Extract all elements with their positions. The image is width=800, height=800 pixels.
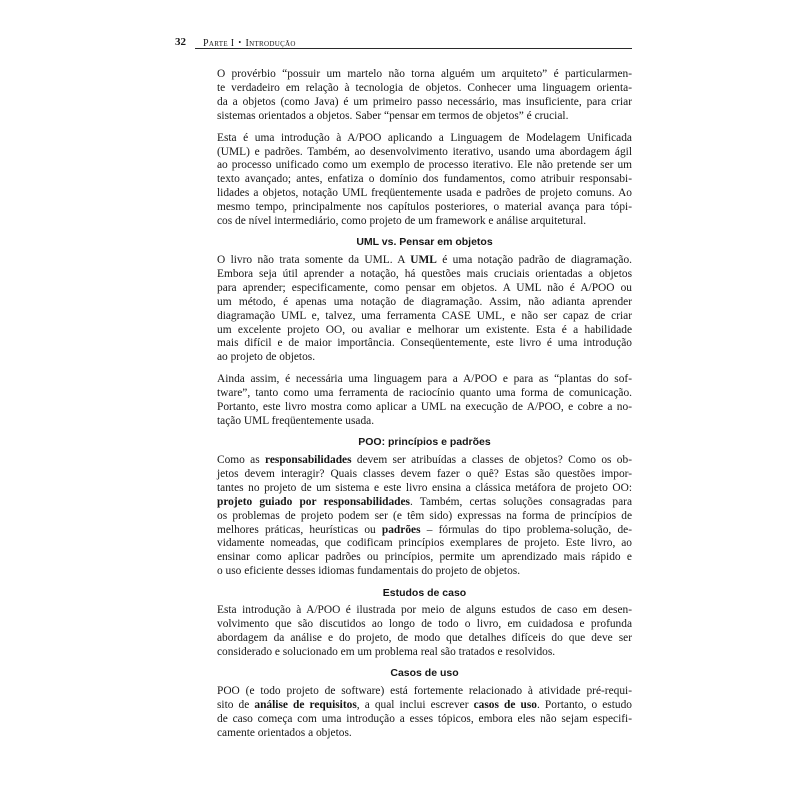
line-text [217,496,632,510]
text-line [217,699,632,713]
line-text: sistemas orientados a objetos. Saber “pensar em termos de objetos” é crucial. [217,109,569,122]
text-line [217,268,632,282]
line-text [217,454,632,468]
header-rule [195,48,632,49]
section-heading: POO: princípios e padrões [358,436,491,449]
text-segment: Como as [217,454,266,467]
text-line [217,296,632,310]
text-line [217,215,632,229]
text-segment: . Também, certas soluções consagradas para [410,495,632,508]
text-line [217,187,632,201]
line-text: camente orientados a objetos. [217,726,352,739]
text-line [217,604,632,618]
running-head-chapter: Introdução [245,38,296,49]
text-segment: O livro não trata somente da UML. A [217,254,411,267]
line-text: Portanto, este livro mostra como aplicar a UML na execução de A/POO, e cobre a no- [217,401,632,414]
text-line [217,201,632,215]
text-line [217,524,632,538]
line-text: ao projeto de objetos. [217,351,316,364]
paragraph [217,604,632,660]
line-text: ao processo unificado como um exemplo de processo iterativo. Ele não pretende ser um [217,159,632,172]
bold-term: UML [410,254,437,267]
line-text: lidades a objetos, notação UML freqüentemente usada e padrões de projeto comuns. Ao [217,187,632,200]
text-line [217,618,632,632]
text-line [217,401,632,415]
text-line [217,146,632,160]
text-line [217,337,632,351]
bold-term: projeto guiado por responsabilidades [217,495,410,508]
text-line [217,254,632,268]
line-text: O provérbio “possuir um martelo não torna alguém um arquiteto” é particularmen- [217,68,632,80]
text-line [217,282,632,296]
text-segment: devem ser atribuídas a classes de objetos? Como os ob- [351,454,632,467]
text-line [217,324,632,338]
text-line [217,565,632,579]
text-line [217,173,632,187]
line-text: texto avançado; antes, enfatiza o domínio dos fundamentos, como atribuir responsabi- [217,173,632,186]
text-segment: é uma notação padrão de diagramação. [436,254,632,267]
section-heading: Casos de uso [390,667,459,680]
line-text: de caso começa com uma introdução a esses tópicos, embora eles não sejam especifi- [217,712,632,725]
page-number: 32 [175,36,186,48]
line-text [217,699,632,713]
line-text: diagramação UML e, talvez, uma ferramenta CASE UML, e não ser capaz de criar [217,309,632,322]
running-head-part: Parte I [203,38,235,49]
text-line [217,351,632,365]
line-text: ensinar como aplicar padrões ou princípios, permite um aprendizado mais rápido e [217,551,632,564]
bold-term: casos de uso [473,698,537,711]
section-heading: Estudos de caso [382,586,467,599]
text-line [217,415,632,429]
text-line [217,727,632,741]
paragraph [217,132,632,229]
line-text: tware”, tanto como uma ferramenta de raciocínio quanto uma forma de comunicação. [217,387,632,400]
text-line [217,646,632,660]
text-body [217,68,632,741]
text-line [217,454,632,468]
line-text: (UML) e padrões. Também, ao desenvolvimento iterativo, usando uma abordagem ágil [217,145,632,158]
text-line [217,713,632,727]
text-line [217,159,632,173]
text-segment: . Portanto, o estudo [536,698,632,711]
paragraph [217,254,632,365]
text-line [217,68,632,82]
text-line [217,632,632,646]
line-text: volvimento que são discutidos ao longo de todo o livro, em cuidadosa e profunda [217,618,632,631]
text-segment: , a qual inclui escrever [356,698,474,711]
text-line [217,82,632,96]
text-line [217,468,632,482]
bold-term: padrões [381,523,421,536]
line-text: abordagem da análise e do projeto, de modo que detalhes difíceis do que deve ser [217,632,632,645]
paragraph [217,454,632,579]
text-line [217,387,632,401]
line-text: vidamente nomeadas, que codificam princípios exemplares de projeto. Este livro, ao [217,537,632,550]
line-text: considerado e solucionado em um problema real são tratados e resolvidos. [217,645,556,658]
line-text [217,524,632,538]
text-line [217,132,632,146]
line-text: cos de nível intermediário, como projeto de um framework e análise arquitetural. [217,215,587,227]
line-text: da a objetos (como Java) é um primeiro passo necessário, mas insuficiente, para criar [217,95,632,108]
line-text: mesmo tempo, principalmente nos capítulos posteriores, o material avança para tópi- [217,201,632,214]
line-text: tantes no projeto de um sistema e este livro ensina a clássica metáfora de projeto OO: [217,481,632,494]
line-text: um excelente projeto OO, ou avaliar e melhorar um existente. Esta é a habilidade [217,323,632,336]
line-text: POO (e todo projeto de software) está fortemente relacionado à atividade pré-requi- [217,685,632,697]
line-text: Esta é uma introdução à A/POO aplicando a Linguagem de Modelagem Unificada [217,131,632,144]
text-line [217,685,632,699]
line-text [217,254,632,268]
text-segment: sito de [217,698,255,711]
text-line [217,310,632,324]
line-text: Esta introdução à A/POO é ilustrada por meio de alguns estudos de caso em desen- [217,604,632,617]
bold-term: responsabilidades [265,454,352,467]
bold-term: análise de requisitos [254,698,357,711]
line-text: tação UML freqüentemente usada. [217,414,375,427]
paragraph [217,373,632,429]
paragraph [217,68,632,124]
text-line [217,373,632,387]
text-segment: melhores práticas, heurísticas ou [217,523,382,536]
line-text: Embora seja útil aprender a notação, há questões mais cruciais orientadas a objetos [217,267,632,280]
line-text: para aprender; especificamente, como pensar em objetos. A UML não é A/POO ou [217,281,632,294]
line-text: te verdadeiro em relação à tecnologia de objetos. Conhecer uma linguagem orienta- [217,81,632,94]
line-text: os problemas de projeto podem ser (e têm sido) expressas na forma de princípios de [217,509,632,522]
text-line [217,510,632,524]
running-head-separator: • [238,38,242,47]
text-line [217,537,632,551]
line-text: um método, é apenas uma notação de diagramação. Assim, não adianta aprender [217,295,632,308]
text-line [217,110,632,124]
line-text: jetos devem interagir? Quais classes devem fazer o quê? Estas são questões impor- [217,467,632,480]
text-line [217,96,632,110]
section-heading: UML vs. Pensar em objetos [356,236,493,249]
line-text: mais difícil e de maior importância. Conseqüentemente, este livro é uma introdução [217,337,632,350]
text-segment: – fórmulas do tipo problema-solução, de- [420,523,632,536]
line-text: Ainda assim, é necessária uma linguagem para a A/POO e para as “plantas do sof- [217,373,632,386]
text-line [217,496,632,510]
text-line [217,551,632,565]
text-line [217,482,632,496]
paragraph [217,685,632,741]
line-text: o uso eficiente desses idiomas fundamentais do projeto de objetos. [217,565,521,578]
